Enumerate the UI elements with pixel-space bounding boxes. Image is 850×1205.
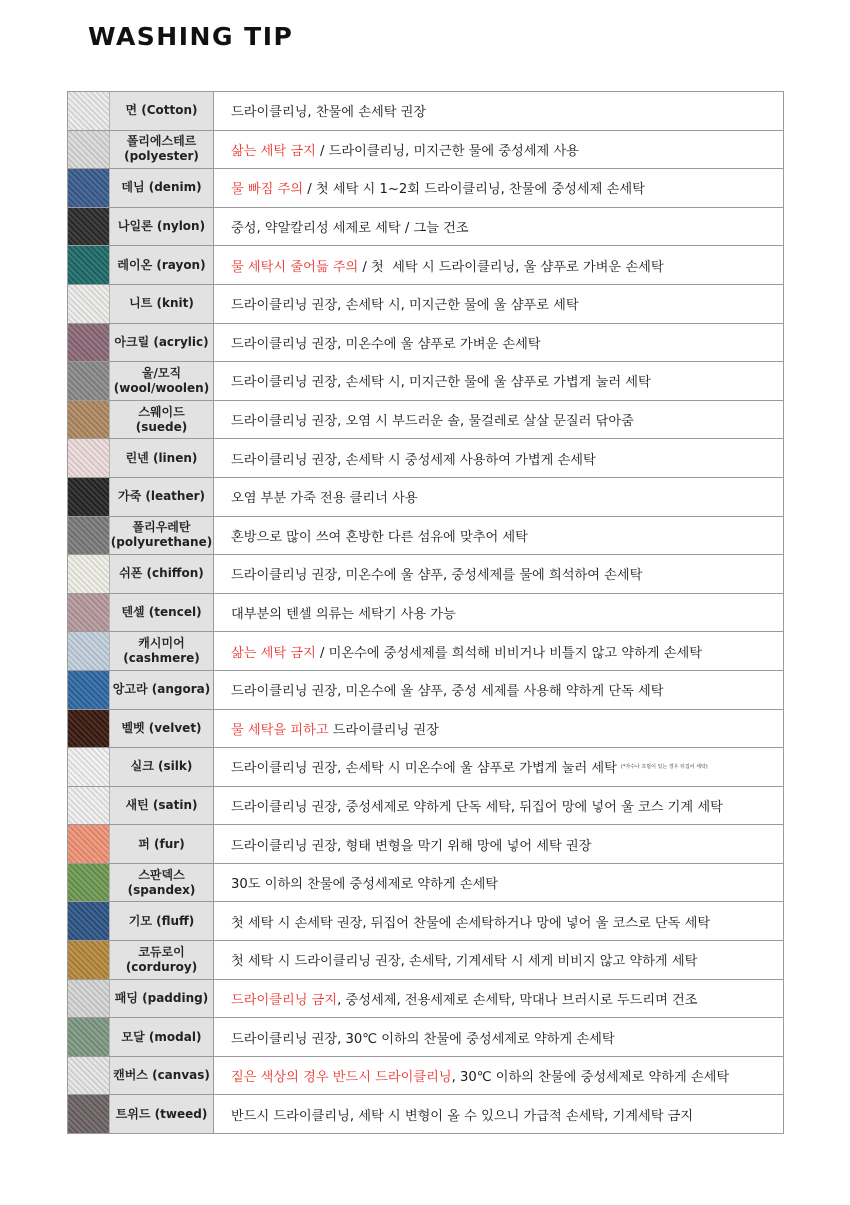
instruction-text: 드라이클리닝 권장, 손세탁 시 미온수에 울 샴푸로 가볍게 눌러 세탁 — [231, 761, 617, 777]
table-row — [68, 825, 783, 864]
instruction-text: 드라이클리닝 권장, 미온수에 울 샴푸, 중성 세제를 사용해 약하게 단독 세탁 — [231, 684, 664, 700]
warning-text: 드라이클리닝 금지 — [231, 992, 338, 1008]
table-row — [68, 92, 783, 131]
table-row — [68, 131, 783, 170]
instruction-text: 드라이클리닝 권장, 미온수에 울 샴푸로 가벼운 손세탁 — [231, 336, 541, 352]
fabric-name: 나일론 (nylon) — [109, 208, 214, 246]
care-instruction — [214, 246, 783, 284]
fabric-care-table — [67, 91, 784, 1134]
instruction-text: 드라이클리닝, 찬물에 손세탁 권장 — [231, 105, 427, 121]
care-instruction — [214, 439, 783, 477]
table-row — [68, 208, 783, 247]
fabric-name: 새틴 (satin) — [109, 787, 214, 825]
table-row — [68, 710, 783, 749]
instruction-text: 30도 이하의 찬물에 중성세제로 약하게 손세탁 — [231, 877, 499, 893]
care-instruction — [214, 1095, 783, 1133]
care-instruction — [214, 864, 783, 902]
table-row — [68, 1095, 783, 1134]
table-row — [68, 439, 783, 478]
table-row — [68, 285, 783, 324]
care-instruction — [214, 825, 783, 863]
instruction-text: / 첫 세탁 시 1~2회 드라이클리닝, 찬물에 중성세제 손세탁 — [303, 182, 645, 198]
fabric-name: 린넨 (linen) — [109, 439, 214, 477]
fabric-name: 니트 (knit) — [109, 285, 214, 323]
care-instruction — [214, 902, 783, 940]
instruction-text: 반드시 드라이클리닝, 세탁 시 변형이 올 수 있으니 가급적 손세탁, 기계세탁 금지 — [231, 1108, 694, 1124]
care-instruction — [214, 478, 783, 516]
fabric-name: 폴리에스테르 (polyester) — [109, 131, 214, 169]
velvet-swatch — [68, 710, 109, 748]
table-row — [68, 246, 783, 285]
care-instruction — [214, 787, 783, 825]
instruction-text: / 미온수에 중성세제를 희석해 비비거나 비틀지 않고 약하게 손세탁 — [315, 645, 702, 661]
instruction-text: , 30℃ 이하의 찬물에 중성세제로 약하게 손세탁 — [451, 1070, 730, 1086]
wool-swatch — [68, 362, 109, 400]
acrylic-swatch — [68, 324, 109, 362]
fabric-name: 캐시미어 (cashmere) — [109, 632, 214, 670]
instruction-text: / 첫 세탁 시 드라이클리닝, 울 샴푸로 가벼운 손세탁 — [358, 259, 664, 275]
table-row — [68, 941, 783, 980]
warning-text: 물 세탁을 피하고 — [231, 722, 329, 738]
table-row — [68, 594, 783, 633]
fabric-name: 스웨이드 (suede) — [109, 401, 214, 439]
leather-swatch — [68, 478, 109, 516]
instruction-text: 드라이클리닝 권장, 미온수에 울 샴푸, 중성세제를 물에 희석하여 손세탁 — [231, 568, 643, 584]
care-instruction — [214, 594, 783, 632]
table-row — [68, 362, 783, 401]
instruction-text: / 드라이클리닝, 미지근한 물에 중성세제 사용 — [315, 143, 579, 159]
fabric-name: 캔버스 (canvas) — [109, 1057, 214, 1095]
fabric-name: 패딩 (padding) — [109, 980, 214, 1018]
instruction-text: , 중성세제, 전용세제로 손세탁, 막대나 브러시로 두드리며 건조 — [337, 992, 698, 1008]
fabric-name: 기모 (fluff) — [109, 902, 214, 940]
tweed-swatch — [68, 1095, 109, 1133]
care-instruction — [214, 208, 783, 246]
care-instruction — [214, 517, 783, 555]
fabric-name: 울/모직 (wool/woolen) — [109, 362, 214, 400]
care-instruction — [214, 1018, 783, 1056]
fabric-name: 아크릴 (acrylic) — [109, 324, 214, 362]
table-row — [68, 1018, 783, 1057]
table-row — [68, 555, 783, 594]
fabric-name: 코듀로이 (corduroy) — [109, 941, 214, 979]
instruction-text: 드라이클리닝 권장, 30℃ 이하의 찬물에 중성세제로 약하게 손세탁 — [231, 1031, 615, 1047]
tencel-swatch — [68, 594, 109, 632]
suede-swatch — [68, 401, 109, 439]
instruction-text: 드라이클리닝 권장, 손세탁 시, 미지근한 물에 울 샴푸로 세탁 — [231, 298, 579, 314]
fabric-name: 퍼 (fur) — [109, 825, 214, 863]
care-instruction — [214, 131, 783, 169]
care-instruction — [214, 710, 783, 748]
rayon-swatch — [68, 246, 109, 284]
instruction-text: 대부분의 텐셀 의류는 세탁기 사용 가능 — [231, 607, 456, 623]
care-instruction — [214, 1057, 783, 1095]
instruction-text: 첫 세탁 시 손세탁 권장, 뒤집어 찬물에 손세탁하거나 망에 넣어 울 코스로 단독 세탁 — [231, 915, 711, 931]
care-instruction — [214, 748, 783, 786]
table-row — [68, 324, 783, 363]
instruction-text: 오염 부분 가죽 전용 클리너 사용 — [231, 491, 418, 507]
denim-swatch — [68, 169, 109, 207]
fabric-name: 앙고라 (angora) — [109, 671, 214, 709]
table-row — [68, 748, 783, 787]
fabric-name: 면 (Cotton) — [109, 92, 214, 130]
fabric-name: 실크 (silk) — [109, 748, 214, 786]
cashmere-swatch — [68, 632, 109, 670]
table-row — [68, 169, 783, 208]
knit-swatch — [68, 285, 109, 323]
fabric-name: 데님 (denim) — [109, 169, 214, 207]
warning-text: 삶는 세탁 금지 — [231, 645, 316, 661]
care-instruction — [214, 980, 783, 1018]
table-row — [68, 980, 783, 1019]
fabric-name: 스판덱스 (spandex) — [109, 864, 214, 902]
care-instruction — [214, 285, 783, 323]
instruction-text: 첫 세탁 시 드라이클리닝 권장, 손세탁, 기계세탁 시 세게 비비지 않고 약하게 세탁 — [231, 954, 698, 970]
instruction-text: 드라이클리닝 권장, 손세탁 시 중성세제 사용하여 가볍게 손세탁 — [231, 452, 596, 468]
modal-swatch — [68, 1018, 109, 1056]
warning-text: 물 빠짐 주의 — [231, 182, 304, 198]
care-instruction — [214, 169, 783, 207]
table-row — [68, 671, 783, 710]
spandex-swatch — [68, 864, 109, 902]
page-title: WASHING TIP — [88, 22, 294, 51]
table-row — [68, 632, 783, 671]
instruction-text: 드라이클리닝 권장, 형태 변형을 막기 위해 망에 넣어 세탁 권장 — [231, 838, 592, 854]
care-instruction — [214, 555, 783, 593]
care-instruction — [214, 362, 783, 400]
care-instruction — [214, 671, 783, 709]
fabric-name: 폴리우레탄 (polyurethane) — [109, 517, 214, 555]
canvas-swatch — [68, 1057, 109, 1095]
warning-text: 물 세탁시 줄어듦 주의 — [231, 259, 359, 275]
polyester-swatch — [68, 131, 109, 169]
fluff-swatch — [68, 902, 109, 940]
angora-swatch — [68, 671, 109, 709]
care-instruction — [214, 92, 783, 130]
instruction-text: 중성, 약알칼리성 세제로 세탁 / 그늘 건조 — [231, 221, 469, 237]
care-instruction — [214, 324, 783, 362]
linen-swatch — [68, 439, 109, 477]
warning-text: 삶는 세탁 금지 — [231, 143, 316, 159]
fabric-name: 모달 (modal) — [109, 1018, 214, 1056]
table-row — [68, 902, 783, 941]
warning-text: 짙은 색상의 경우 반드시 드라이클리닝 — [231, 1070, 452, 1086]
fabric-name: 레이온 (rayon) — [109, 246, 214, 284]
fabric-name: 벨벳 (velvet) — [109, 710, 214, 748]
fabric-name: 텐셀 (tencel) — [109, 594, 214, 632]
padding-swatch — [68, 980, 109, 1018]
chiffon-swatch — [68, 555, 109, 593]
table-row — [68, 787, 783, 826]
instruction-text: 드라이클리닝 권장 — [328, 722, 439, 738]
instruction-text: 드라이클리닝 권장, 손세탁 시, 미지근한 물에 울 샴푸로 가볍게 눌러 세탁 — [231, 375, 651, 391]
polyurethane-swatch — [68, 517, 109, 555]
silk-swatch — [68, 748, 109, 786]
instruction-text: 드라이클리닝 권장, 중성세제로 약하게 단독 세탁, 뒤집어 망에 넣어 울 코스 기계 세탁 — [231, 799, 723, 815]
instruction-text: 드라이클리닝 권장, 오염 시 부드러운 솔, 물걸레로 살살 문질러 닦아줌 — [231, 414, 634, 430]
care-instruction — [214, 632, 783, 670]
fabric-name: 가죽 (leather) — [109, 478, 214, 516]
table-row — [68, 401, 783, 440]
care-instruction — [214, 401, 783, 439]
fabric-name: 쉬폰 (chiffon) — [109, 555, 214, 593]
cotton-swatch — [68, 92, 109, 130]
table-row — [68, 1057, 783, 1096]
fabric-name: 트위드 (tweed) — [109, 1095, 214, 1133]
table-row — [68, 864, 783, 903]
footnote-text: (*자수나 프릴이 있는 경우 뒤집어 세탁) — [620, 764, 708, 771]
care-instruction — [214, 941, 783, 979]
table-row — [68, 517, 783, 556]
satin-swatch — [68, 787, 109, 825]
corduroy-swatch — [68, 941, 109, 979]
instruction-text: 혼방으로 많이 쓰여 혼방한 다른 섬유에 맞추어 세탁 — [231, 529, 528, 545]
table-row — [68, 478, 783, 517]
fur-swatch — [68, 825, 109, 863]
nylon-swatch — [68, 208, 109, 246]
